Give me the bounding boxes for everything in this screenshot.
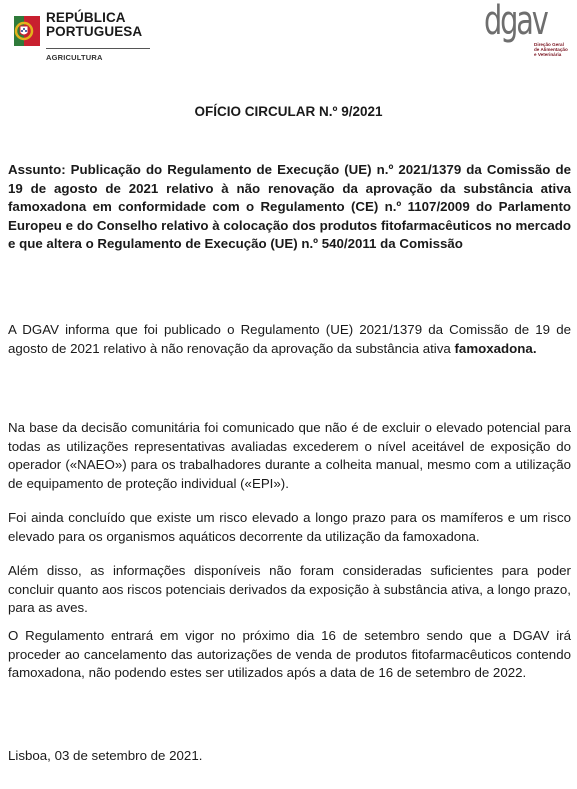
ministry-name: AGRICULTURA: [46, 53, 103, 62]
republic-name: REPÚBLICA PORTUGUESA: [46, 10, 143, 39]
paragraph-decision-basis: Na base da decisão comunitária foi comunicado que não é de excluir o elevado potencial para todas as utilizações representativas avaliadas excederem o nível aceitável de exposição do operador («NAEO») para os trabalhadores durante a colheita manual, mesmo com a utilização de equipamento de proteção individual («EPI»).: [8, 420, 571, 491]
logo-divider: [46, 48, 150, 49]
dgav-caption: Direção Geral de Alimentação e Veterinária: [534, 42, 568, 58]
document-title: OFÍCIO CIRCULAR N.º 9/2021: [194, 104, 383, 119]
subject-paragraph: Assunto: Publicação do Regulamento de Execução (UE) n.º 2021/1379 da Comissão de 19 de agosto de 2021 relativo à não renovação da aprovação da substância ativa famoxadona em conformidade com o Regulamento (CE) n.º 1107/2009 do Parlamento Europeu e do Conselho relativo à colocação dos produtos fitofarmacêuticos no mercado e que altera o Regulamento de Execução (UE) n.º 540/2011 da Comissão: [8, 162, 571, 252]
paragraph-insufficient-info: Além disso, as informações disponíveis não foram consideradas suficientes para poder concluir quanto aos riscos potenciais derivados da exposição à substância ativa, a longo prazo, para as aves.: [8, 563, 571, 616]
document-date: Lisboa, 03 de setembro de 2021.: [8, 748, 203, 763]
dgav-wordmark: dgav: [484, 0, 547, 44]
dgav-logo: [478, 2, 570, 60]
paragraph-risk-conclusion: Foi ainda concluído que existe um risco elevado a longo prazo para os mamíferos e um risco elevado para os organismos aquáticos decorrente da utilização da famoxadona.: [8, 510, 571, 544]
paragraph-announcement: A DGAV informa que foi publicado o Regulamento (UE) 2021/1379 da Comissão de 19 de agosto de 2021 relativo à não renovação da aprovação da substância ativa famoxadona.: [8, 322, 571, 356]
republica-portuguesa-logo: [12, 10, 162, 62]
portuguese-emblem-icon: [12, 10, 42, 54]
paragraph-regulation-effect: O Regulamento entrará em vigor no próximo dia 16 de setembro sendo que a DGAV irá proceder ao cancelamento das autorizações de venda de produtos fitofarmacêuticos contendo famoxadona, não podendo estes ser utilizados após a data de 16 de setembro de 2022.: [8, 628, 571, 681]
substance-name: famoxadona.: [454, 340, 537, 356]
